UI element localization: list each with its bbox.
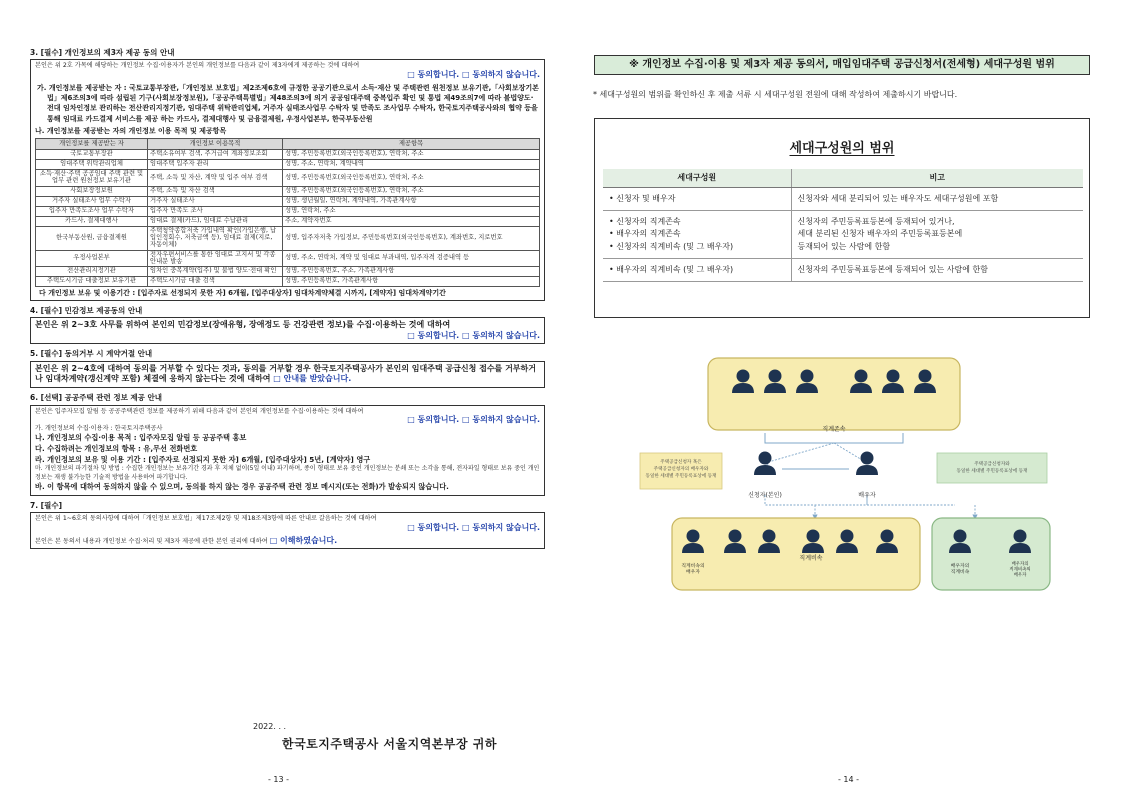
provision-table bbox=[35, 138, 540, 287]
scope-member-line: • 신청자의 직계존속 bbox=[609, 216, 681, 226]
scope-member-line: • 배우자의 직계비속 (및 그 배우자) bbox=[609, 265, 734, 275]
section4-box bbox=[30, 317, 545, 344]
section7-box bbox=[30, 512, 545, 549]
applicant-icon bbox=[754, 452, 776, 476]
left-page bbox=[30, 48, 545, 549]
spouse-label: 배우자 bbox=[858, 492, 876, 499]
descendant-box bbox=[672, 518, 920, 590]
household-scope-title-text: 세대구성원의 범위 bbox=[789, 141, 895, 156]
provision-purpose: 입주자 만족도 조사 bbox=[148, 206, 283, 216]
provision-recipient: 한국부동산원, 금융결제원 bbox=[36, 226, 148, 250]
provision-row bbox=[36, 150, 540, 160]
provision-purpose: 주택소유여부 검색, 주거급여 계좌정보조회 bbox=[148, 150, 283, 160]
section6-title: 6. [선택] 공공주택 관련 정보 제공 안내 bbox=[30, 393, 163, 403]
provision-row bbox=[36, 277, 540, 287]
provision-header-purpose: 개인정보 이용목적 bbox=[148, 139, 283, 150]
section6-purpose: 나. 개인정보의 수집·이용 목적 : 입주자모집 알림 등 공공주택 홍보 bbox=[35, 433, 247, 443]
date-line: 2022. . . bbox=[253, 722, 287, 731]
section6-destroy: 마. 개인정보의 파기절차 및 방법 : 수집한 개인정보는 보유기간 경과 후 지체 없이(5일 이내) 파기하며, 종이 형태로 보유 중인 개인정보는 분쇄 또는 소각을 통해, 전자파일 형태로 보유 중인 개인정보는 재생 불가능한 기술적 방법을 사용하여 파기합니다. bbox=[35, 465, 540, 481]
provision-purpose: 임차인 중복계약(입주) 및 불법 양도·전대 확인 bbox=[148, 267, 283, 277]
scope-member-line: • 신청자 및 배우자 bbox=[609, 193, 676, 203]
provision-row bbox=[36, 187, 540, 197]
provision-header-recipient: 개인정보를 제공받는 자 bbox=[36, 139, 148, 150]
provision-recipient: 거주자 실태조사 업무 수탁자 bbox=[36, 197, 148, 207]
provision-items: 주소, 계약자번호 bbox=[283, 216, 540, 226]
scope-member-line: • 신청자의 직계비속 (및 그 배우자) bbox=[609, 241, 734, 251]
scope-row bbox=[603, 210, 1083, 258]
page-number-right: - 14 - bbox=[838, 775, 860, 784]
scope-row bbox=[603, 187, 1083, 210]
scope-remark-line: 신청자의 주민등록표등본에 등재되어 있거나, bbox=[797, 216, 955, 226]
ancestor-box bbox=[708, 358, 960, 430]
section6-collector: 가. 개인정보의 수집·이용자 : 한국토지주택공사 bbox=[35, 425, 163, 433]
note-left-text: 주택공급신청자 혹은 주택공급신청자의 배우자와 동일한 세대별 주민등록표상에 등재 bbox=[645, 460, 717, 479]
connector-arrow bbox=[765, 443, 834, 463]
section3-consent-check[interactable]: □ 동의합니다. □ 동의하지 않습니다. bbox=[407, 70, 540, 80]
applicant-label: 신청자(본인) bbox=[748, 492, 782, 499]
child-spouse-label: 직계비속의 배우자 bbox=[681, 564, 705, 575]
section6-intro: 본인은 입주자모집 알림 등 공공주택관련 정보를 제공하기 위해 다음과 같이 본인의 개인정보를 수집·이용하는 것에 대하여 bbox=[35, 407, 364, 415]
provision-items: 성명, 연락처, 주소 bbox=[283, 206, 540, 216]
provision-items: 성명, 입주자저축 가입정보, 주민등록번호(외국인등록번호), 계좌번호, 지로번호 bbox=[283, 226, 540, 250]
scope-member-cell bbox=[603, 259, 791, 282]
provision-items: 성명, 주민등록번호, 가족관계사항 bbox=[283, 277, 540, 287]
provision-recipient: 사회보장정보원 bbox=[36, 187, 148, 197]
addressee: 한국토지주택공사 서울지역본부장 귀하 bbox=[282, 737, 497, 751]
provision-recipient: 카드사, 결제대행사 bbox=[36, 216, 148, 226]
scope-remark-line: 신청자의 주민등록표등본에 등재되어 있는 사람에 한함 bbox=[797, 265, 988, 275]
provision-items: 성명, 주민등록번호, 주소, 가족관계사항 bbox=[283, 267, 540, 277]
provision-purpose: 전자우편서비스를 통한 임대료 고지서 및 각종 안내문 발송 bbox=[148, 250, 283, 267]
household-scope-box bbox=[594, 118, 1090, 318]
spouse-child-spouse-label: 배우자의 직계비속의 배우자 bbox=[1009, 562, 1031, 578]
section7-body2: 본인은 본 동의서 내용과 개인정보 수집·처리 및 제3자 제공에 관한 본인 권리에 대하여 bbox=[35, 538, 268, 546]
section4-text: 본인은 위 2~3호 사무를 위하여 본인의 민감정보(장애유형, 장애정도 등 건강관련 정보)를 수집·이용하는 것에 대하여 bbox=[35, 320, 451, 330]
section5-body: 본인은 위 2~4호에 대하여 동의를 거부할 수 있다는 것과, 동의를 거부할 경우 한국토지주택공사가 본인의 임대주택 공급신청 접수를 거부하거나 임대차계약(갱신계약 포함) 체결에 응하지 않는다는 것에 대하여 bbox=[35, 363, 536, 384]
provision-recipient: 전산관리지정기관 bbox=[36, 267, 148, 277]
section6-consent-check[interactable]: □ 동의합니다. □ 동의하지 않습니다. bbox=[407, 415, 540, 425]
provision-row bbox=[36, 226, 540, 250]
household-scope-title bbox=[595, 141, 1089, 157]
right-page-title: ※ 개인정보 수집·이용 및 제3자 제공 동의서, 매입임대주택 공급신청서(전세형) 세대구성원 범위 bbox=[594, 55, 1090, 75]
section7-text1: 본인은 위 1~6호의 동의사항에 대하여「개인정보 보호법」제17조제2항 및 제18조제3항에 따른 안내로 갈음하는 것에 대하여 bbox=[35, 515, 377, 523]
section5-text bbox=[35, 364, 540, 386]
page-number-left: - 13 - bbox=[268, 775, 290, 784]
section7-title: 7. [필수] bbox=[30, 501, 63, 510]
scope-member-cell bbox=[603, 210, 791, 258]
provision-items: 성명, 주민등록번호(외국인등록번호), 연락처, 주소 bbox=[283, 187, 540, 197]
provision-purpose: 주택청약종합저축 가입내역 확인(가입은행, 납입인정회수, 저축금액 등), 임대료 결제(지로, 자동이체) bbox=[148, 226, 283, 250]
scope-remark-cell bbox=[791, 259, 1083, 282]
section3-intro: 본인은 위 2호 가목에 해당하는 개인정보 수집·이용자가 본인의 개인정보를 다음과 같이 제3자에게 제공하는 것에 대하여 bbox=[35, 62, 360, 70]
provision-purpose: 임대주택 입주자 관리 bbox=[148, 160, 283, 170]
provision-header-items: 제공항목 bbox=[283, 139, 540, 150]
provision-row bbox=[36, 250, 540, 267]
spouse-child-label: 배우자의 직계비속 bbox=[950, 564, 970, 575]
section3-box bbox=[30, 59, 545, 301]
provision-recipient: 우정사업본부 bbox=[36, 250, 148, 267]
scope-member-line: • 배우자의 직계존속 bbox=[609, 229, 681, 239]
section5-title: 5. [필수] 동의거부 시 계약거절 안내 bbox=[30, 349, 153, 359]
section6-refuse: 바. 이 항목에 대하여 동의하지 않을 수 있으며, 동의를 하지 않는 경우 공공주택 관련 정보 메시지(또는 전화)가 발송되지 않습니다. bbox=[35, 482, 449, 492]
section6-box bbox=[30, 405, 545, 496]
provision-items: 성명, 생년월일, 연락처, 계약내역, 가족관계사항 bbox=[283, 197, 540, 207]
scope-remark-line: 등재되어 있는 사람에 한함 bbox=[797, 241, 891, 251]
section5-consent-check[interactable]: □ 안내를 받았습니다. bbox=[273, 374, 352, 384]
provision-purpose: 거주자 실태조사 bbox=[148, 197, 283, 207]
section7-understand-check[interactable]: □ 이해하였습니다. bbox=[269, 536, 338, 546]
provision-items: 성명, 주민등록번호(외국인등록번호), 연락처, 주소 bbox=[283, 170, 540, 187]
household-diagram-svg bbox=[635, 355, 1055, 595]
connector bbox=[765, 433, 903, 443]
provision-purpose: 임대료 결제(카드), 임대료 수납관리 bbox=[148, 216, 283, 226]
provision-row bbox=[36, 160, 540, 170]
section6-period: 라. 개인정보의 보유 및 이용 기간 : [입주자로 선정되지 못한 자] 6개월, [입주대상자] 5년, [계약자] 영구 bbox=[35, 454, 371, 464]
household-scope-table bbox=[603, 169, 1083, 282]
scope-remark-line: 세대 분리된 신청자 배우자의 주민등록표등본에 bbox=[797, 229, 963, 239]
section4-consent-check[interactable]: □ 동의합니다. □ 동의하지 않습니다. bbox=[407, 331, 540, 341]
section6-items: 다. 수집하려는 개인정보의 항목 : 유,무선 전화번호 bbox=[35, 443, 198, 453]
scope-header-member: 세대구성원 bbox=[603, 169, 791, 187]
section7-consent-check[interactable]: □ 동의합니다. □ 동의하지 않습니다. bbox=[407, 523, 540, 533]
provision-row bbox=[36, 206, 540, 216]
provision-items: 성명, 주민등록번호(외국인등록번호), 연락처, 주소 bbox=[283, 150, 540, 160]
spouse-descendant-box bbox=[932, 518, 1050, 590]
scope-remark-cell bbox=[791, 210, 1083, 258]
note-right-box bbox=[937, 453, 1047, 483]
section3-title: 3. [필수] 개인정보의 제3자 제공 동의 안내 bbox=[30, 48, 175, 57]
provision-recipient: 주택도시기금 대출정보 보유기관 bbox=[36, 277, 148, 287]
scope-header-remark: 비고 bbox=[791, 169, 1083, 187]
provision-recipient: 국토교통부장관 bbox=[36, 150, 148, 160]
provision-items: 성명, 주소, 연락처, 계약 및 임대료 부과내역, 입주자격 검증내역 등 bbox=[283, 250, 540, 267]
section5-box bbox=[30, 361, 545, 389]
scope-remark-cell bbox=[791, 187, 1083, 210]
descendant-label: 직계비속 bbox=[799, 555, 823, 562]
scope-member-cell bbox=[603, 187, 791, 210]
section7-text2 bbox=[35, 536, 540, 546]
section3-recipients: 가. 개인정보를 제공받는 자 : 국토교통부장관,「개인정보 보호법」제2조제6호에 규정한 공공기관으로서 소득·재산 및 주택관련 원천정보 보유기관,「사회보장기본법」제6조의3에 따라 설립된 기구(사회보장정보원),「공공주택특별법」제48조의3에 의거 공공임대주택 중복입주 확인 및 통법 제49조의7에 따라 불법양도·전대 임차인정보 관리하는 전산관리지정기관, 임대주택 위탁관리업체, 거주자 실태조사업무 수탁자 및 만족도 조사업무 수탁자, 한국토지주택공사와의 협약 등을 통해 임대료 카드결제 서비스를 제공 하는 카드사, 결제대행사 및 금융결제원, 우정사업본부, 한국부동산원 bbox=[37, 84, 539, 123]
provision-row bbox=[36, 170, 540, 187]
scope-remark-line: 신청자와 세대 분리되어 있는 배우자도 세대구성원에 포함 bbox=[797, 193, 999, 203]
provision-recipient: 입주자 만족도조사 업무 수탁자 bbox=[36, 206, 148, 216]
provision-purpose: 주택, 소득 및 자산, 계약 및 입주 여부 검색 bbox=[148, 170, 283, 187]
section3-purpose-heading: 나. 개인정보를 제공받는 자의 개인정보 이용 목적 및 제공항목 bbox=[35, 126, 227, 135]
provision-row bbox=[36, 216, 540, 226]
provision-recipient: 임대주택 위탁관리업체 bbox=[36, 160, 148, 170]
section3-retention: 다 개인정보 보유 및 이용기간 : [입주자로 선정되지 못한 자] 6개월, [입주대상자] 임대차계약체결 시까지, [계약자] 임대차계약기간 bbox=[39, 289, 446, 298]
provision-purpose: 주택, 소득 및 자산 검색 bbox=[148, 187, 283, 197]
right-page-note: * 세대구성원의 범위를 확인하신 후 제출 서류 시 세대구성원 전원에 대해 작성하여 제출하시기 바랍니다. bbox=[593, 90, 958, 99]
provision-items: 성명, 주소, 연락처, 계약내역 bbox=[283, 160, 540, 170]
provision-row bbox=[36, 267, 540, 277]
section4-title: 4. [필수] 민감정보 제공동의 안내 bbox=[30, 306, 143, 316]
ancestor-label: 직계존속 bbox=[822, 426, 846, 433]
spouse-icon bbox=[856, 452, 878, 476]
provision-purpose: 주택도시기금 대출 검색 bbox=[148, 277, 283, 287]
note-right-text: 주택공급신청자와 동일한 세대별 주민등록표상에 등재 bbox=[956, 462, 1028, 474]
provision-recipient: 소득·재산·주택 공공임대 주택 관련 및 업무 관련 원천정보 보유기관 bbox=[36, 170, 148, 187]
household-diagram bbox=[635, 355, 1055, 595]
provision-row bbox=[36, 197, 540, 207]
scope-row bbox=[603, 259, 1083, 282]
